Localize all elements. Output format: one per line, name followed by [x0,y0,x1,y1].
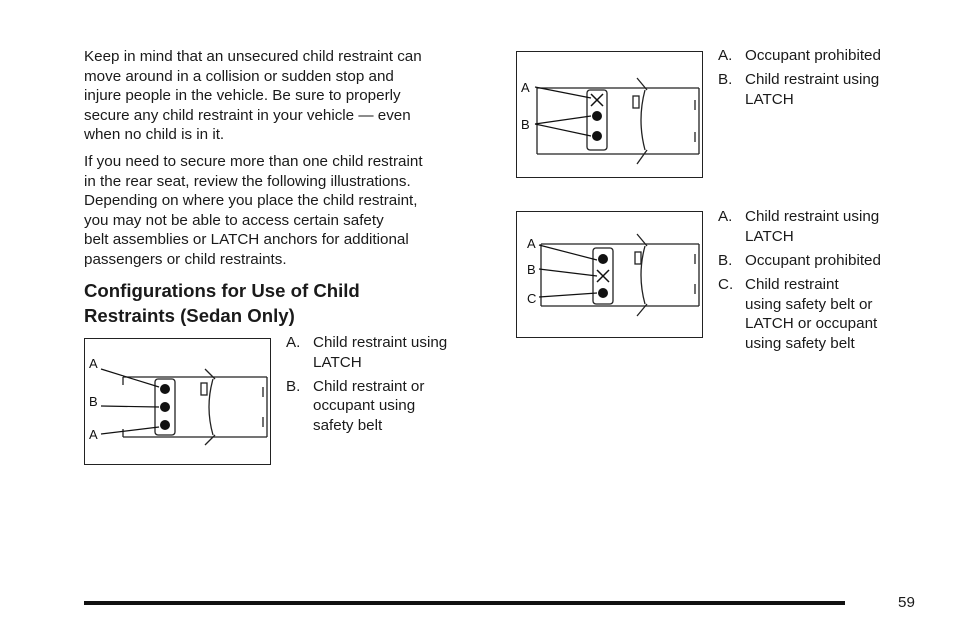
seat-diagram-2 [516,51,703,178]
legend-item-a: A. Child restraint using LATCH [718,208,880,245]
car-outline-icon [541,234,699,316]
body-paragraph-1: Keep in mind that an unsecured child restraint can move around in a collision or sudden stop and injure people in the vehicle. Be sure to properly secure any child restraint in your vehicle — even when no child is in it. [84,48,422,144]
seat-markers [160,384,170,430]
body-paragraph-2: If you need to secure more than one child restraint in the rear seat, review the following illustrations. Depending on where you place the child restraint, you may not be able to access certain safety belt assemblies or LATCH anchors for additional passengers or child restraints. [84,153,423,268]
legend-figure-2 [718,46,933,114]
legend-item-a: A. Occupant prohibited [718,47,881,64]
prohibited-x-icon [591,94,603,106]
legend-item-a: A. Child restraint using LATCH [286,334,448,371]
callout-a: A [527,236,536,251]
footer-rule [84,601,845,605]
legend-item-b: B. Child restraint or occupant using safety belt [286,377,425,434]
seat-diagram-3 [516,211,703,338]
legend-figure-3 [718,207,933,358]
page-number: 59 [898,594,915,611]
section-heading: Configurations for Use of Child Restraints (Sedan Only) [84,280,360,326]
legend-item-b: B. Occupant prohibited [718,251,881,269]
legend-item-c: C. Child restraint using safety belt or LATCH or occupant using safety belt [718,275,878,352]
callout-a-top: A [89,356,98,371]
callout-c: C [527,291,537,306]
car-outline-icon [537,78,699,164]
legend-item-b: B. Child restraint using LATCH [718,71,880,108]
callout-b: B [521,117,530,132]
seat-markers [592,111,602,141]
legend-figure-1 [286,333,501,440]
callout-b: B [527,262,536,277]
callout-a: A [521,80,530,95]
callout-b: B [89,394,98,409]
callout-a-bottom: A [89,427,98,442]
seat-diagram-1 [84,338,271,465]
prohibited-x-icon [597,270,609,282]
